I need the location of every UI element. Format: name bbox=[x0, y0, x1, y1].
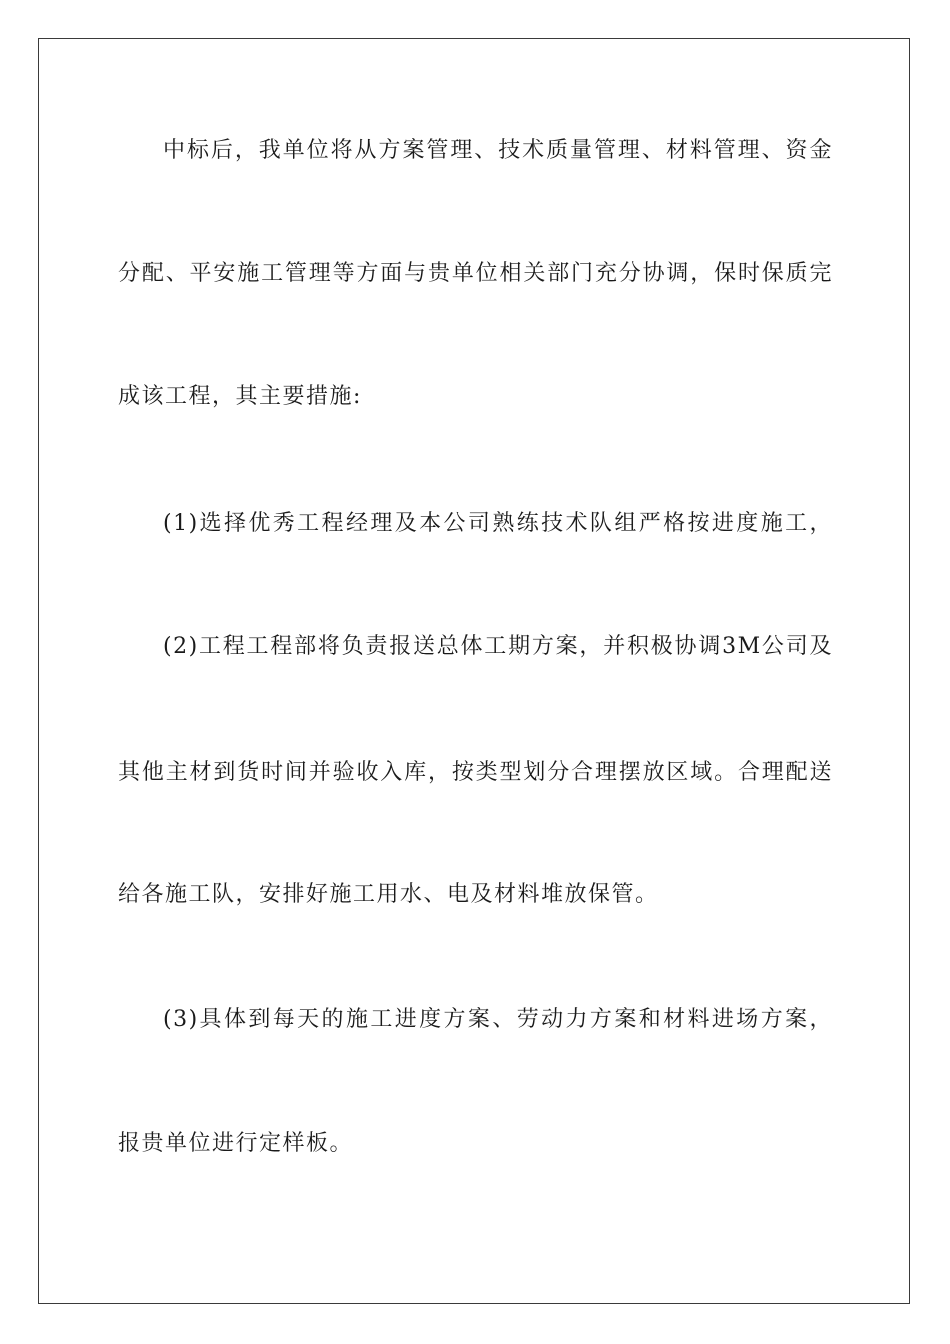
item-2-line-2: 其他主材到货时间并验收入库，按类型划分合理摆放区域。合理配送 bbox=[118, 760, 833, 785]
paragraph-1-line-2: 分配、平安施工管理等方面与贵单位相关部门充分协调，保时保质完 bbox=[118, 261, 833, 286]
item-1-line-1: (1)选择优秀工程经理及本公司熟练技术队组严格按进度施工， bbox=[163, 511, 833, 536]
item-2-line-3: 给各施工队，安排好施工用水、电及材料堆放保管。 bbox=[118, 882, 659, 907]
item-3-line-2: 报贵单位进行定样板。 bbox=[118, 1131, 354, 1156]
paragraph-1-line-1: 中标后，我单位将从方案管理、技术质量管理、材料管理、资金 bbox=[163, 138, 833, 163]
page-border bbox=[38, 38, 910, 1304]
paragraph-1-line-3: 成该工程，其主要措施: bbox=[118, 384, 362, 409]
item-2-line-1: (2)工程工程部将负责报送总体工期方案，并积极协调3M公司及 bbox=[163, 634, 833, 659]
item-3-line-1: (3)具体到每天的施工进度方案、劳动力方案和材料进场方案， bbox=[163, 1007, 833, 1032]
